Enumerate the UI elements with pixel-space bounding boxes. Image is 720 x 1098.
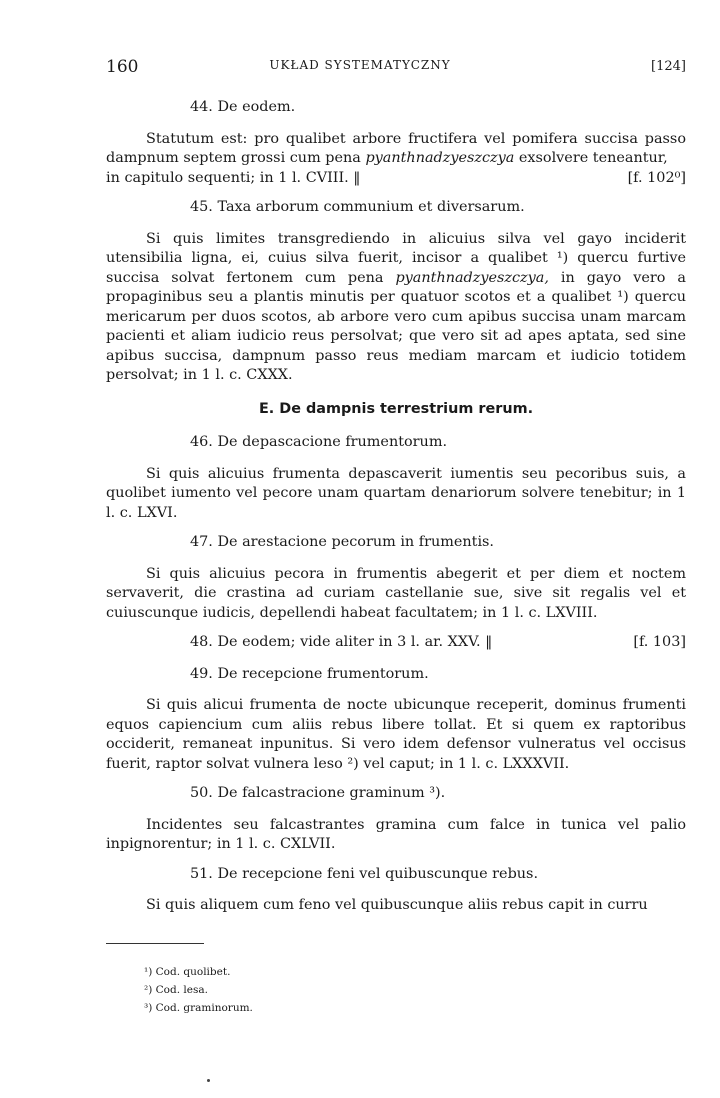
- footnote-2: ²) Cod. lesa.: [144, 984, 208, 996]
- main-text: [106, 98, 686, 926]
- heading-46: 46. De depascacione frumentorum.: [190, 434, 448, 450]
- section-heading: E. De dampnis terrestrium rerum.: [258, 400, 534, 417]
- heading-48: 48. De eodem; vide aliter in 3 l. ar. XXV. ‖ [f. 103]: [106, 633, 686, 653]
- heading-50: 50. De falcastracione graminum ³).: [190, 785, 446, 801]
- paragraph-46: Si quis alicuius frumenta depascaverit iumentis seu pecoribus suis, a quolibet iumento vel pecore unam quartam denariorum solvere tenebitur; in 1 l. c. LXVI.: [106, 465, 686, 521]
- page-number: 160: [106, 57, 139, 77]
- paragraph-47: Si quis alicuius pecora in frumentis abegerit et per diem et noctem servaverit, die crastina ad curiam castellanie sue, sive sit regalis vel et cuiuscunque iudicis, depellendi habeat facultatem; in 1 l. c. LXVIII.: [106, 565, 686, 621]
- paragraph-45: Si quis limites transgrediendo in alicuius silva vel gayo inciderit utensibilia ligna, ei, cuius silva fuerit, incisor a qualibet ¹) quercu furtive succisa solvat fertonem cum pena pyanthnadzyeszczya, in gayo vero a propaginibus seu a plantis minutis per quatuor scotos et a qualibet ¹) quercu mericarum per duos scotos, ab arbore vero cum apibus succisa unam marcam pacienti et aliam iudicio reus persolvat; que vero sit ad apes aptata, sed sine apibus succisa, dampnum passo reus mediam marcam et iudicio totidem persolvat; in 1 l. c. CXXX.: [106, 230, 686, 383]
- folio-marker: [f. 102⁰]: [627, 169, 686, 186]
- running-title: UKŁAD SYSTEMATYCZNY: [269, 58, 451, 72]
- heading-47: 47. De arestacione pecorum in frumentis.: [190, 534, 495, 550]
- heading-45: 45. Taxa arborum communium et diversarum.: [190, 199, 525, 215]
- heading-44: 44. De eodem.: [190, 99, 296, 115]
- paragraph-44: Statutum est: pro qualibet arbore fructifera vel pomifera succisa passo dampnum septem grossi cum pena pyanthnadzyeszczya exsolvere teneantur, in capitulo sequenti; in 1 l. CVIII. ‖ [f. 102⁰]: [106, 130, 686, 189]
- page-bracket: [124]: [651, 59, 686, 74]
- paragraph-50: Incidentes seu falcastrantes gramina cum falce in tunica vel palio inpignorentur; in 1 l. c. CXLVII.: [106, 816, 686, 852]
- print-speck: [207, 1079, 210, 1082]
- heading-49: 49. De recepcione frumentorum.: [190, 665, 429, 682]
- paragraph-51: Si quis aliquem cum feno vel quibuscunque aliis rebus capit in curru: [146, 897, 648, 913]
- folio-marker: [f. 103]: [633, 634, 686, 650]
- footnote-rule: [106, 943, 204, 944]
- paragraph-49: Si quis alicui frumenta de nocte ubicunque receperit, dominus frumenti equos capiencium cum aliis rebus libere tollat. Et si quem ex raptoribus occiderit, remaneat inpunitus. Si vero idem defensor vulneratus vel occisus fuerit, raptor solvat vulnera leso ²) vel caput; in 1 l. c. LXXXVII.: [106, 697, 686, 772]
- heading-51: 51. De recepcione feni vel quibuscunque rebus.: [190, 865, 539, 882]
- footnote-3: ³) Cod. graminorum.: [144, 1002, 253, 1014]
- footnote-1: ¹) Cod. quolibet.: [144, 966, 231, 978]
